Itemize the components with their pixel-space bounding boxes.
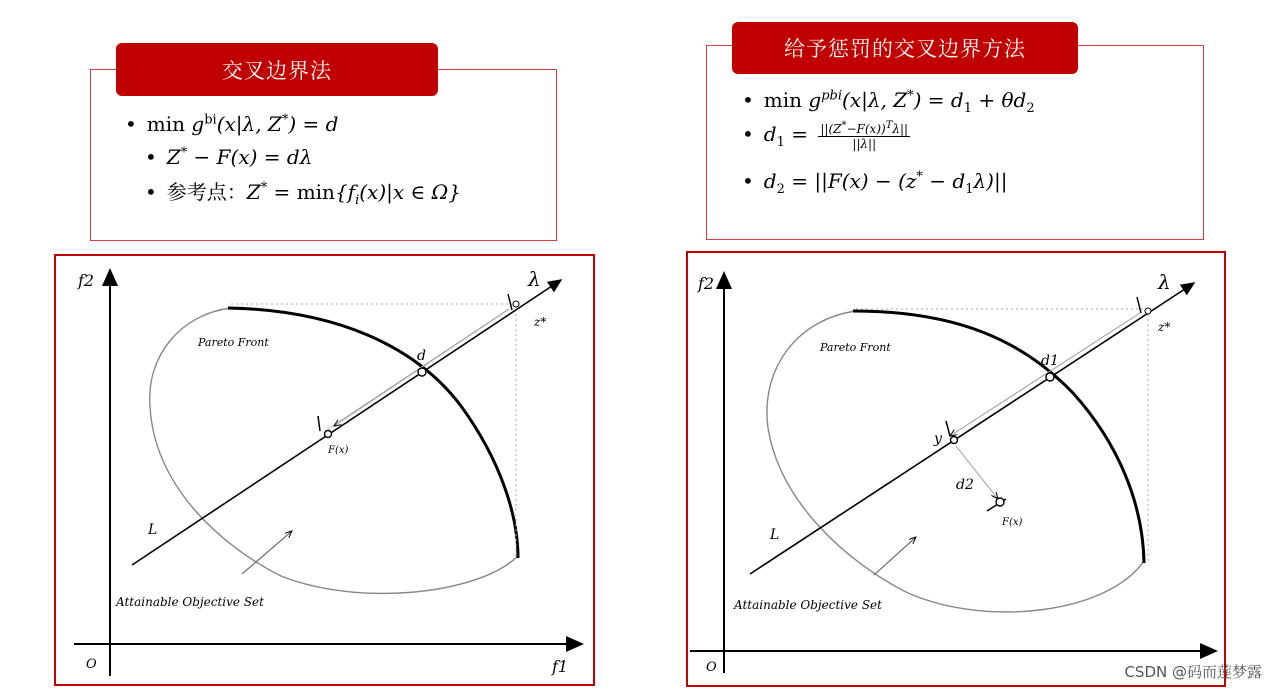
left-formula-2: • Z* − F(x) = dλ [145,145,313,169]
pareto-front-curve [853,311,1144,563]
zstar-label: z* [1158,320,1171,334]
left-diagram [54,254,595,686]
right-title: 给予惩罚的交叉边界方法 [732,22,1078,74]
lambda-line [132,280,561,565]
intersection-point [418,368,426,376]
L-label: L [770,527,780,543]
y-point [951,437,958,444]
L-label: L [148,522,158,538]
watermark: CSDN @码而莲梦露 [1124,663,1262,681]
y-label: y [934,431,942,447]
fx-tick [318,416,320,431]
left-formula-3: • 参考点：$Z^* = \min\{f_i(x)|x$ ∈ Ω} [145,180,461,208]
zstar-tick [1137,297,1141,313]
pareto-front-label: Pareto Front [820,341,891,354]
pareto-front-curve [228,308,518,558]
zstar-tick [508,294,512,310]
fx-label: F(x) [328,445,349,456]
left-formula-1: • $\min g^{bi}(x|\lambda$, Z*) = d [125,112,339,136]
lambda-label: λ [528,267,541,291]
attainable-set-outline [767,311,1144,612]
fx-label: F(x) [1002,517,1023,528]
attainable-set-label: Attainable Objective Set [116,595,264,609]
f2-label: f2 [78,271,95,290]
lambda-line [750,283,1194,574]
right-diagram-svg [688,253,1224,685]
y-tick [946,421,950,436]
intersection-point [1046,373,1054,381]
origin-label: O [706,660,717,675]
zstar-point [513,301,519,307]
pareto-front-label: Pareto Front [198,336,269,349]
left-title: 交叉边界法 [116,43,438,96]
f1-label: f1 [552,657,569,676]
attainable-set-label: Attainable Objective Set [734,598,882,612]
right-diagram [686,251,1226,687]
origin-label: O [86,657,97,672]
left-diagram-svg [56,256,593,684]
zstar-label: z* [534,315,547,329]
d1-label: d1 [1041,353,1059,369]
d2-label: d2 [956,477,974,493]
right-formula-1: • $\min g^{pbi}(x|\lambda$, $Z^*) = d_1 + \theta d_2$ [742,88,1035,116]
fx-point [325,431,332,438]
f2-label: f2 [698,274,715,293]
right-formula-3: • $d_2 = ||F(x) - (z^* - d_1\lambda)||$ [742,169,1008,197]
d-label: d [417,348,426,364]
set-pointer-arrow [242,531,292,574]
lambda-label: λ [1158,270,1171,294]
zstar-point [1145,308,1151,314]
fx-point [996,498,1004,506]
right-formula-2: • $d_1$ = $\frac{||(Z^*-F(x))^T\lambda||}{||\lambda||}$ [742,120,909,151]
set-pointer-arrow [874,537,916,575]
